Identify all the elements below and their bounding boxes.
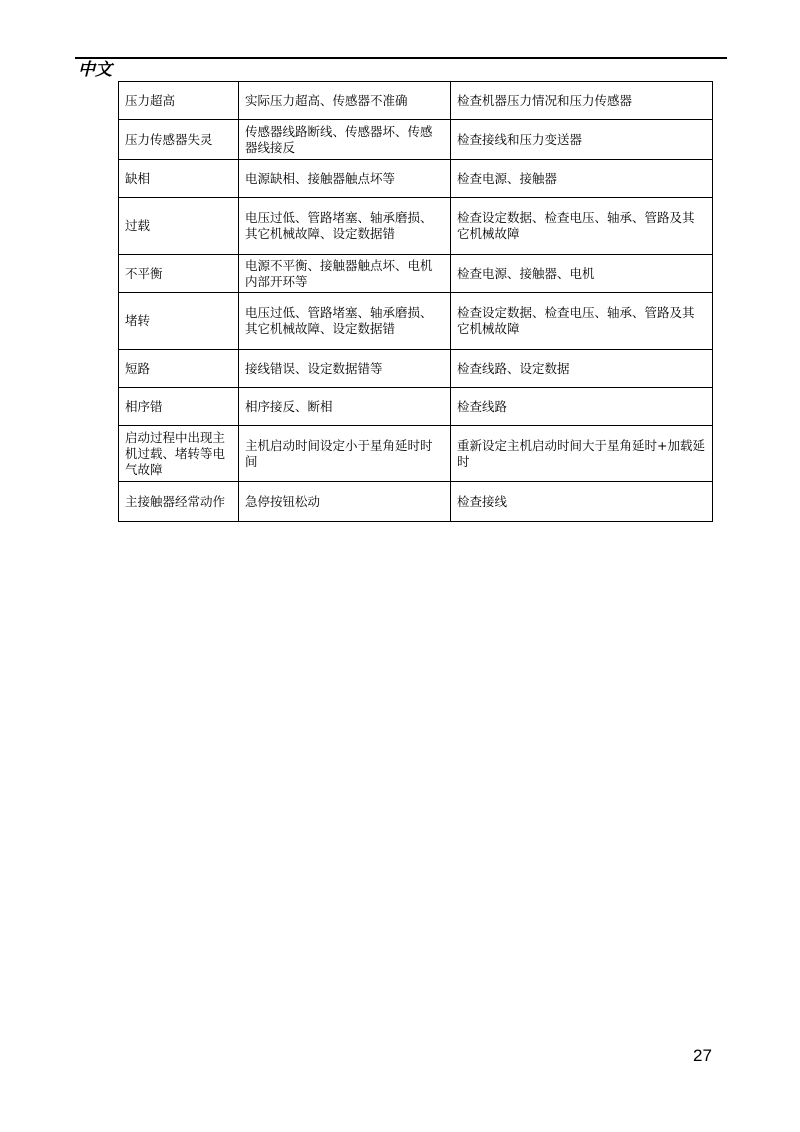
table-row — [119, 120, 713, 160]
cause-cell: 急停按钮松动 — [239, 482, 451, 522]
cause-cell: 电压过低、管路堵塞、轴承磨损、其它机械故障、设定数据错 — [239, 198, 451, 255]
fault-table — [118, 81, 713, 522]
cause-cell: 实际压力超高、传感器不准确 — [239, 82, 451, 120]
cause-cell: 传感器线路断线、传感器坏、传感器线接反 — [239, 120, 451, 160]
header-rule — [75, 57, 727, 59]
table-row — [119, 482, 713, 522]
fault-cell: 相序错 — [119, 388, 239, 426]
cause-cell: 接线错误、设定数据错等 — [239, 350, 451, 388]
fault-cell: 过载 — [119, 198, 239, 255]
remedy-cell: 检查接线 — [451, 482, 713, 522]
fault-cell: 启动过程中出现主机过载、堵转等电气故障 — [119, 426, 239, 482]
remedy-cell: 检查机器压力情况和压力传感器 — [451, 82, 713, 120]
cause-cell: 电压过低、管路堵塞、轴承磨损、其它机械故障、设定数据错 — [239, 293, 451, 350]
remedy-cell: 检查电源、接触器 — [451, 160, 713, 198]
remedy-cell: 检查接线和压力变送器 — [451, 120, 713, 160]
section-label: 中文 — [78, 60, 112, 80]
cause-cell: 电源不平衡、接触器触点坏、电机内部开环等 — [239, 255, 451, 293]
remedy-cell: 重新设定主机启动时间大于星角延时+加载延时 — [451, 426, 713, 482]
table-row — [119, 388, 713, 426]
fault-cell: 不平衡 — [119, 255, 239, 293]
page-number: 27 — [693, 1046, 712, 1065]
remedy-cell: 检查线路、设定数据 — [451, 350, 713, 388]
table-row — [119, 198, 713, 255]
remedy-cell: 检查电源、接触器、电机 — [451, 255, 713, 293]
fault-cell: 缺相 — [119, 160, 239, 198]
remedy-cell: 检查设定数据、检查电压、轴承、管路及其它机械故障 — [451, 198, 713, 255]
table-row — [119, 255, 713, 293]
remedy-cell: 检查线路 — [451, 388, 713, 426]
table-row — [119, 160, 713, 198]
table-row — [119, 82, 713, 120]
table-row — [119, 426, 713, 482]
fault-cell: 短路 — [119, 350, 239, 388]
fault-cell: 主接触器经常动作 — [119, 482, 239, 522]
table-row — [119, 350, 713, 388]
fault-cell: 压力传感器失灵 — [119, 120, 239, 160]
fault-cell: 压力超高 — [119, 82, 239, 120]
remedy-cell: 检查设定数据、检查电压、轴承、管路及其它机械故障 — [451, 293, 713, 350]
cause-cell: 电源缺相、接触器触点坏等 — [239, 160, 451, 198]
cause-cell: 相序接反、断相 — [239, 388, 451, 426]
fault-cell: 堵转 — [119, 293, 239, 350]
cause-cell: 主机启动时间设定小于星角延时时间 — [239, 426, 451, 482]
table-row — [119, 293, 713, 350]
